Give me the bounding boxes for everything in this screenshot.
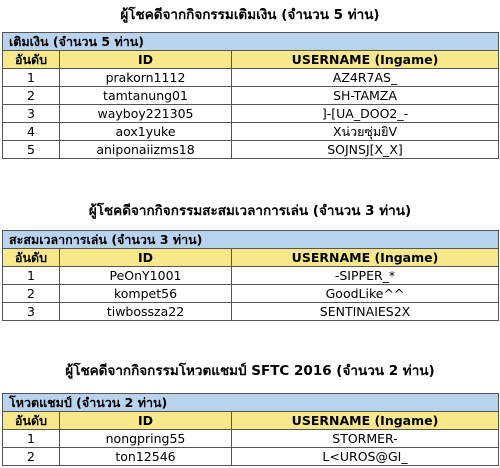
username-cell: GoodLike^^ [232,285,499,303]
id-cell: wayboy221305 [60,105,232,123]
winners-table [2,230,499,321]
section-heading: ผู้โชคดีจากกิจกรรมเติมเงิน (จำนวน 5 ท่าน) [120,7,380,23]
id-cell: aox1yuke [60,123,232,141]
id-cell: ton12546 [60,448,232,466]
table-row [3,430,499,448]
section-heading: ผู้โชคดีจากกิจกรรมสะสมเวลาการเล่น (จำนวน 3 ท่าน) [88,203,412,219]
id-cell: tamtanung01 [60,87,232,105]
column-header-id: ID [60,51,232,69]
rank-cell: 1 [3,69,60,87]
rank-cell: 2 [3,87,60,105]
table-row [3,141,499,159]
rank-cell: 2 [3,448,60,466]
username-cell: L<UROS@GI_ [232,448,499,466]
table-row [3,123,499,141]
rank-cell: 5 [3,141,60,159]
section-heading: ผู้โชคดีจากกิจกรรมโหวตแชมป์ SFTC 2016 (จำนวน 2 ท่าน) [65,363,435,379]
username-cell: AZ4R7AS_ [232,69,499,87]
id-cell: tiwbossza22 [60,303,232,321]
table-title-row [3,231,499,249]
table-title-row [3,33,499,51]
column-header-rank: อันดับ [3,249,60,267]
table-row [3,303,499,321]
column-header-username: USERNAME (Ingame) [232,249,499,267]
username-cell: SH-TAMZA [232,87,499,105]
column-header-username: USERNAME (Ingame) [232,412,499,430]
table-row [3,87,499,105]
username-cell: ]-[UA_DOO2_- [232,105,499,123]
table-header-row [3,249,499,267]
id-cell: prakorn1112 [60,69,232,87]
username-cell: SOJNSJ[X_X] [232,141,499,159]
column-header-username: USERNAME (Ingame) [232,51,499,69]
username-cell: STORMER- [232,430,499,448]
id-cell: PeOnY1001 [60,267,232,285]
rank-cell: 2 [3,285,60,303]
rank-cell: 4 [3,123,60,141]
table-row [3,105,499,123]
rank-cell: 1 [3,267,60,285]
table-title: โหวตแชมป์ (จำนวน 2 ท่าน) [3,394,499,412]
table-header-row [3,51,499,69]
table-title: สะสมเวลาการเล่น (จำนวน 3 ท่าน) [3,231,499,249]
id-cell: kompet56 [60,285,232,303]
winners-table [2,393,499,466]
table-row [3,448,499,466]
rank-cell: 3 [3,105,60,123]
username-cell: SENTINAIES2X [232,303,499,321]
id-cell: nongpring55 [60,430,232,448]
rank-cell: 3 [3,303,60,321]
table-row [3,285,499,303]
rank-cell: 1 [3,430,60,448]
column-header-id: ID [60,249,232,267]
id-cell: aniponaiizms18 [60,141,232,159]
column-header-id: ID [60,412,232,430]
table-header-row [3,412,499,430]
username-cell: -SIPPER_* [232,267,499,285]
table-row [3,69,499,87]
table-row [3,267,499,285]
table-title: เติมเงิน (จำนวน 5 ท่าน) [3,33,499,51]
winners-table [2,32,499,159]
table-title-row [3,394,499,412]
column-header-rank: อันดับ [3,51,60,69]
username-cell: Xน่วยซุ่มยิV [232,123,499,141]
column-header-rank: อันดับ [3,412,60,430]
